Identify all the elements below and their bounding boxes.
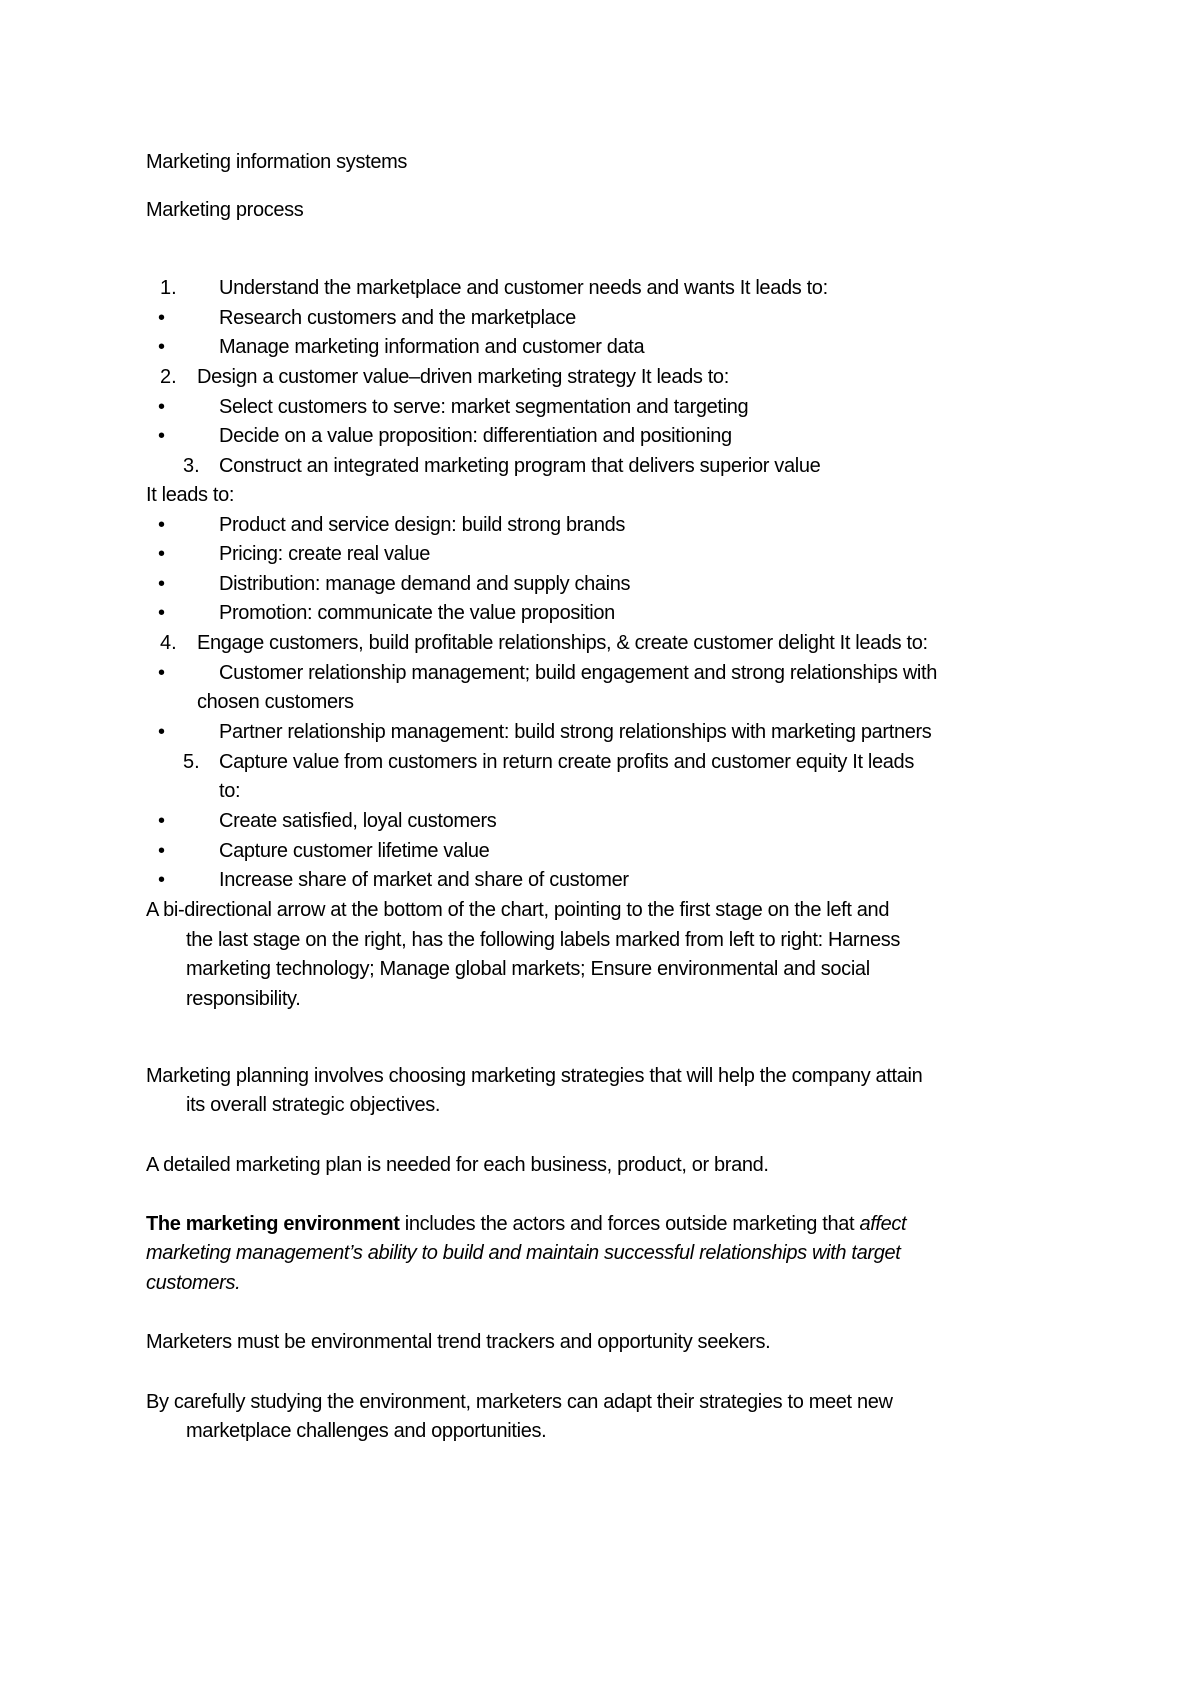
- step-4-number: 4.: [160, 632, 177, 654]
- studying-paragraph-line2: marketplace challenges and opportunities.: [186, 1420, 547, 1442]
- bullet-satisfied-customers: Create satisfied, loyal customers: [219, 810, 497, 832]
- bullet-marker: •: [158, 840, 166, 862]
- step-3-number: 3.: [183, 455, 200, 477]
- bullet-marker: •: [158, 721, 166, 743]
- bullet-share-of-market: Increase share of market and share of customer: [219, 869, 629, 891]
- environment-text: includes the actors and forces outside marketing that: [399, 1213, 860, 1235]
- bullet-marker: •: [158, 543, 166, 565]
- bullet-partner-relationship: Partner relationship management: build strong relationships with marketing partners: [219, 721, 932, 743]
- bullet-marker: •: [158, 810, 166, 832]
- bullet-marker: •: [158, 396, 166, 418]
- arrow-paragraph-line1: A bi-directional arrow at the bottom of the chart, pointing to the first stage on the left and: [146, 899, 890, 921]
- step-5-number: 5.: [183, 751, 200, 773]
- bullet-marker: •: [158, 869, 166, 891]
- section-subtitle: Marketing process: [146, 199, 304, 221]
- arrow-paragraph-line2: the last stage on the right, has the following labels marked from left to right: Harness: [186, 929, 901, 951]
- bullet-value-proposition: Decide on a value proposition: differentiation and positioning: [219, 425, 732, 447]
- trackers-paragraph: Marketers must be environmental trend trackers and opportunity seekers.: [146, 1331, 771, 1353]
- environment-paragraph-line1: [146, 1212, 906, 1236]
- bullet-research-customers: Research customers and the marketplace: [219, 307, 576, 329]
- arrow-paragraph-line3: marketing technology; Manage global markets; Ensure environmental and social: [186, 958, 870, 980]
- step-1-number: 1.: [160, 277, 177, 299]
- step-3-continuation: It leads to:: [146, 484, 235, 506]
- environment-paragraph-line2: marketing management’s ability to build and maintain successful relationships with target: [146, 1242, 901, 1264]
- environment-italic: affect: [859, 1213, 907, 1235]
- bullet-distribution: Distribution: manage demand and supply chains: [219, 573, 631, 595]
- environment-term: The marketing environment: [146, 1213, 400, 1235]
- document-title: Marketing information systems: [146, 151, 408, 173]
- bullet-crm-line1: Customer relationship management; build engagement and strong relationships with: [219, 662, 937, 684]
- bullet-marker: •: [158, 573, 166, 595]
- bullet-promotion: Promotion: communicate the value proposition: [219, 602, 615, 624]
- step-5-text-line1: Capture value from customers in return create profits and customer equity It leads: [219, 751, 914, 773]
- step-4-text: Engage customers, build profitable relationships, & create customer delight It leads to:: [197, 632, 928, 654]
- planning-paragraph-line1: Marketing planning involves choosing marketing strategies that will help the company attain: [146, 1065, 923, 1087]
- detailed-plan-paragraph: A detailed marketing plan is needed for each business, product, or brand.: [146, 1154, 769, 1176]
- step-1-text: Understand the marketplace and customer needs and wants It leads to:: [219, 277, 828, 299]
- step-3-text: Construct an integrated marketing program that delivers superior value: [219, 455, 821, 477]
- studying-paragraph-line1: By carefully studying the environment, marketers can adapt their strategies to meet new: [146, 1391, 893, 1413]
- bullet-marker: •: [158, 425, 166, 447]
- bullet-marker: •: [158, 602, 166, 624]
- bullet-manage-info: Manage marketing information and customer data: [219, 336, 645, 358]
- bullet-marker: •: [158, 336, 166, 358]
- environment-paragraph-line3: customers.: [146, 1272, 241, 1294]
- step-2-number: 2.: [160, 366, 177, 388]
- step-5-text-line2: to:: [219, 780, 241, 802]
- bullet-product-design: Product and service design: build strong brands: [219, 514, 626, 536]
- bullet-marker: •: [158, 514, 166, 536]
- step-2-text: Design a customer value–driven marketing strategy It leads to:: [197, 366, 729, 388]
- bullet-crm-line2: chosen customers: [197, 691, 354, 713]
- arrow-paragraph-line4: responsibility.: [186, 988, 301, 1010]
- bullet-pricing: Pricing: create real value: [219, 543, 431, 565]
- bullet-select-customers: Select customers to serve: market segmentation and targeting: [219, 396, 749, 418]
- planning-paragraph-line2: its overall strategic objectives.: [186, 1094, 441, 1116]
- bullet-lifetime-value: Capture customer lifetime value: [219, 840, 490, 862]
- bullet-marker: •: [158, 662, 166, 684]
- bullet-marker: •: [158, 307, 166, 329]
